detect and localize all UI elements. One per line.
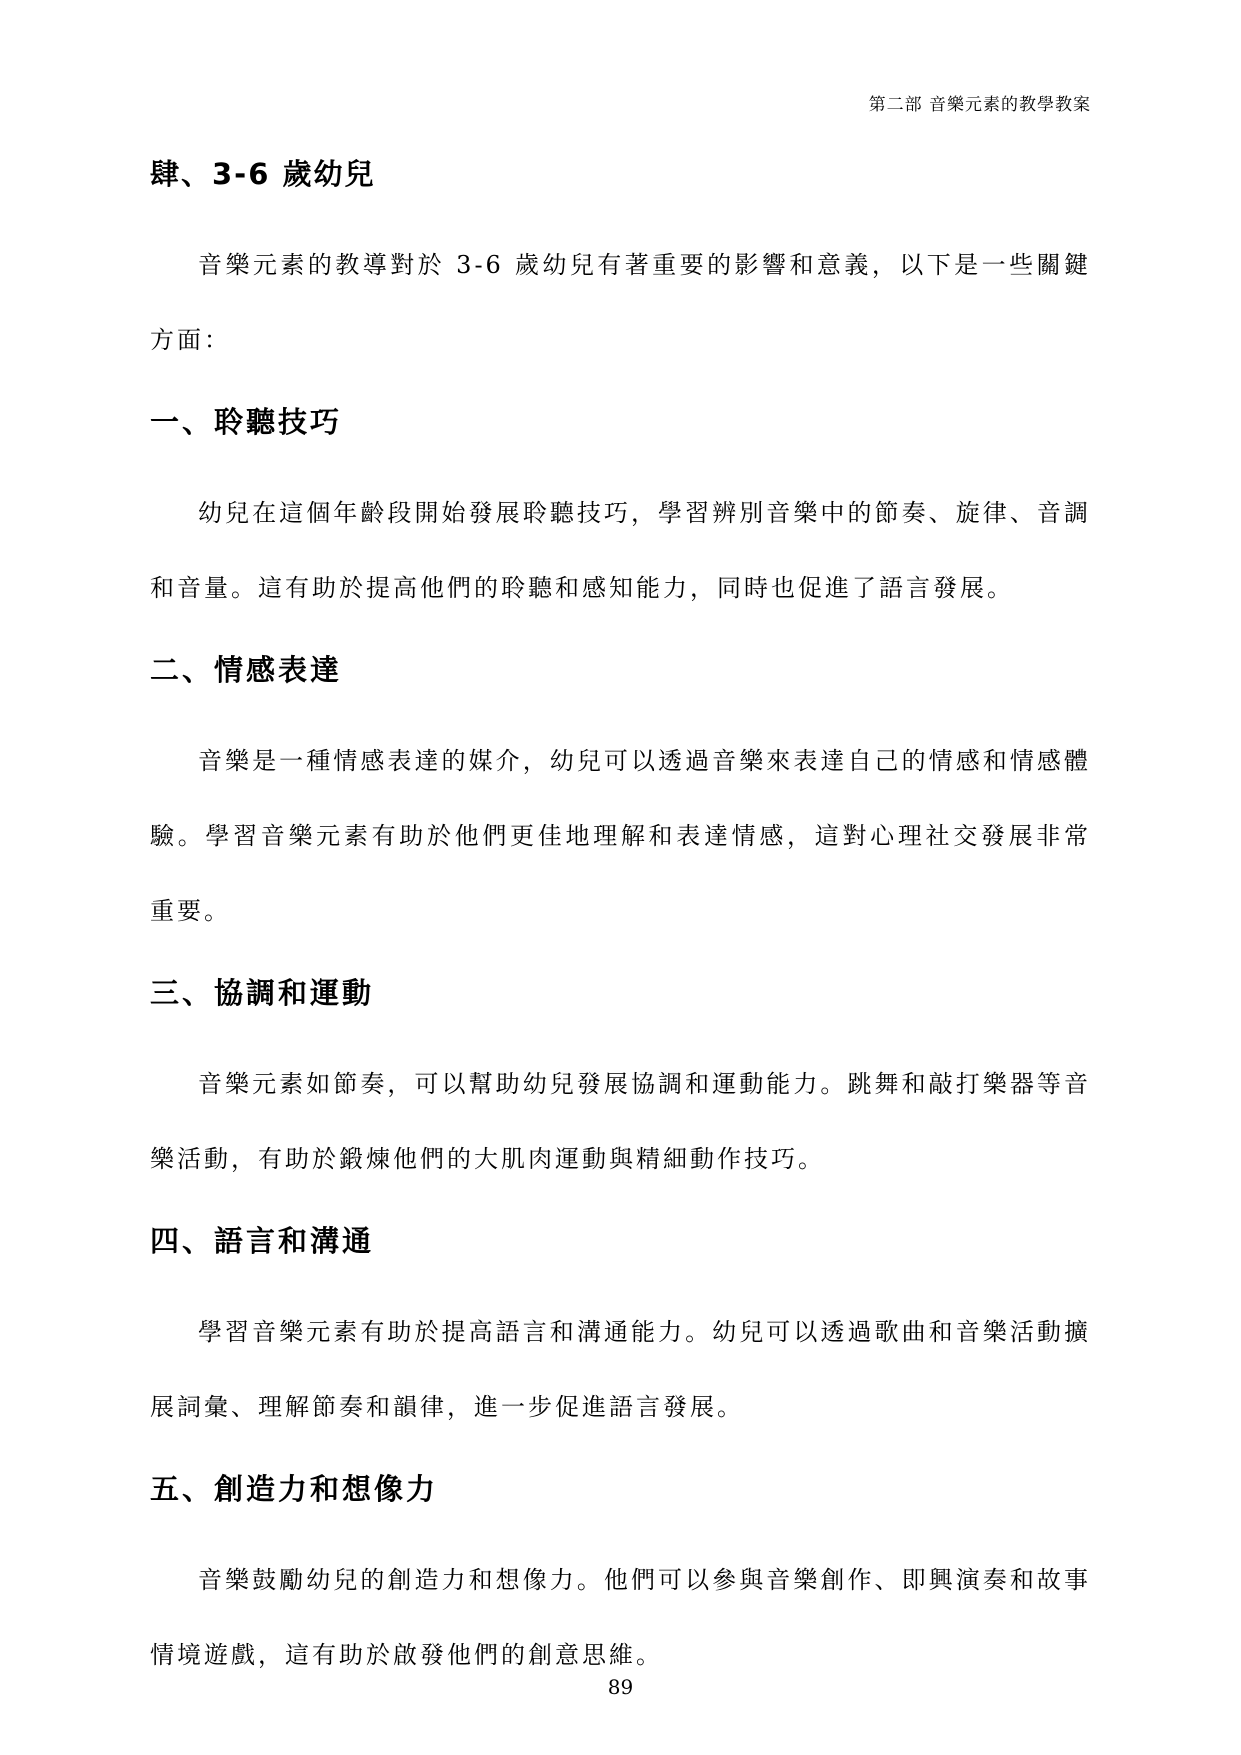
running-header: 第二部 音樂元素的教學教案 (868, 95, 1091, 115)
section-heading: 一、聆聽技巧 (150, 405, 343, 439)
section-heading: 四、語言和溝通 (150, 1224, 375, 1258)
section-creativity-imagination (150, 1465, 1091, 1693)
section-paragraph: 音樂鼓勵幼兒的創造力和想像力。他們可以參與音樂創作、即興演奏和故事情境遊戲，這有助於啟發他們的創意思維。 (150, 1566, 1091, 1669)
page-content (150, 150, 1091, 1693)
section-listening-skills (150, 398, 1091, 626)
section-heading: 三、協調和運動 (150, 976, 375, 1010)
section-heading: 五、創造力和想像力 (150, 1472, 439, 1506)
section-emotional-expression (150, 646, 1091, 949)
section-coordination-movement (150, 969, 1091, 1197)
page-number: 89 (607, 1675, 634, 1699)
intro-paragraph: 音樂元素的教導對於 3-6 歲幼兒有著重要的影響和意義，以下是一些關鍵方面： (150, 251, 1091, 354)
section-language-communication (150, 1217, 1091, 1445)
section-paragraph: 幼兒在這個年齡段開始發展聆聽技巧，學習辨別音樂中的節奏、旋律、音調和音量。這有助於提高他們的聆聽和感知能力，同時也促進了語言發展。 (150, 499, 1091, 602)
section-heading: 二、情感表達 (150, 653, 343, 687)
section-paragraph: 音樂是一種情感表達的媒介，幼兒可以透過音樂來表達自己的情感和情感體驗。學習音樂元素有助於他們更佳地理解和表達情感，這對心理社交發展非常重要。 (150, 747, 1091, 925)
page-title: 肆、3-6 歲幼兒 (150, 157, 376, 191)
section-paragraph: 學習音樂元素有助於提高語言和溝通能力。幼兒可以透過歌曲和音樂活動擴展詞彙、理解節奏和韻律，進一步促進語言發展。 (150, 1318, 1091, 1421)
section-paragraph: 音樂元素如節奏，可以幫助幼兒發展協調和運動能力。跳舞和敲打樂器等音樂活動，有助於鍛煉他們的大肌肉運動與精細動作技巧。 (150, 1070, 1091, 1173)
